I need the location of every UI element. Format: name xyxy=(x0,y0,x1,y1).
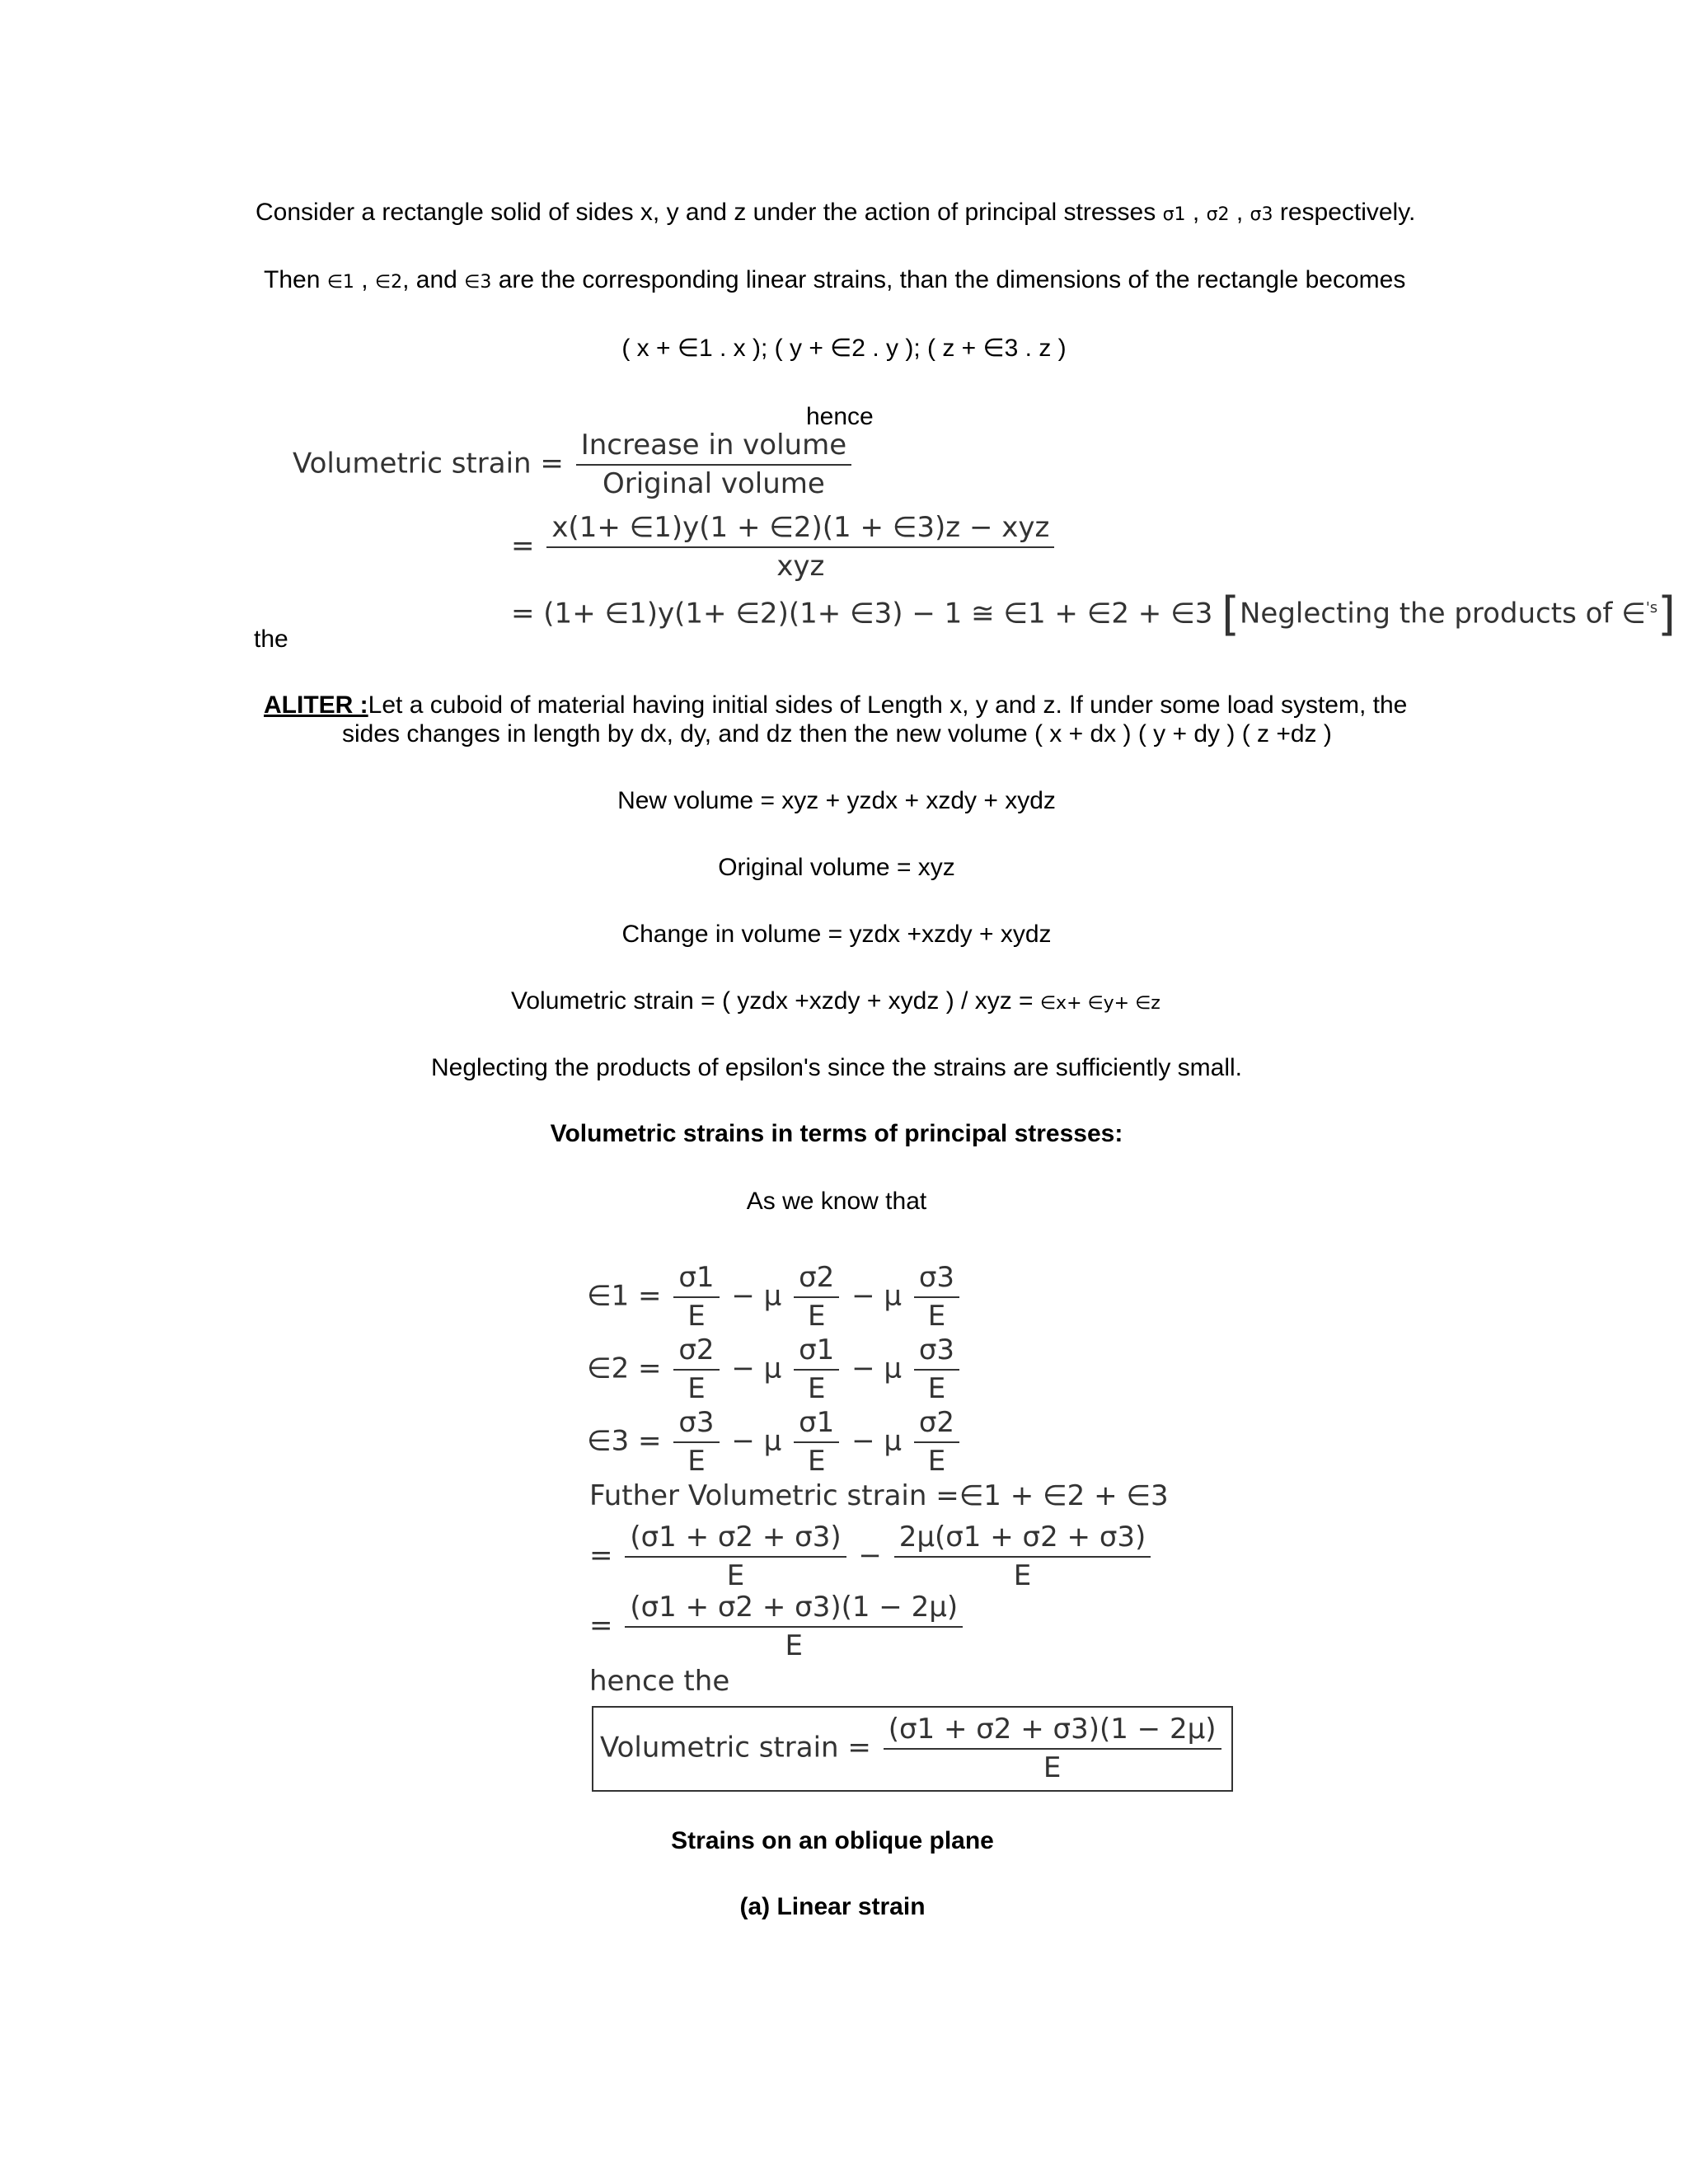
intro-text-1: Consider a rectangle solid of sides x, y and z under the action of principal stresses xyxy=(256,199,1156,226)
eq1-numerator: Increase in volume xyxy=(576,429,851,466)
section-heading-oblique-plane: Strains on an oblique plane xyxy=(671,1827,994,1854)
r2-frac-num: (σ1 + σ2 + σ3)(1 − 2μ) xyxy=(625,1591,963,1628)
volumetric-strain-simplified xyxy=(589,1591,966,1663)
intro-line-2: Then ∈1 , ∈2, and ∈3 are the corresponding linear strains, than the dimensions of the rectangle becomes xyxy=(264,266,1406,293)
aliter-line-2: sides changes in length by dx, dy, and dz then the new volume ( x + dx ) ( y + dy ) ( z +dz ) xyxy=(342,720,1332,748)
e3-frac-1 xyxy=(673,1406,719,1479)
aliter-label: ALITER : xyxy=(264,691,368,719)
the-text: the xyxy=(254,626,288,653)
as-we-know-line: As we know that xyxy=(746,1188,927,1215)
section-heading-principal-stresses: Volumetric strains in terms of principal stresses: xyxy=(550,1120,1123,1147)
r1-frac-1 xyxy=(625,1521,846,1593)
e1-lhs: ∈1 = xyxy=(587,1279,662,1313)
r1-equals: = xyxy=(589,1539,613,1572)
e1-frac-3-den: E xyxy=(927,1299,946,1333)
intro-text-1-tail: respectively. xyxy=(1279,199,1416,226)
e2-frac-1-num: σ2 xyxy=(673,1333,719,1371)
intro-text-2-end: are the corresponding linear strains, than the dimensions of the rectangle becomes xyxy=(498,266,1406,293)
eq1-lhs: Volumetric strain = xyxy=(293,447,564,480)
eq1-row3: = (1+ ∈1)y(1+ ∈2)(1+ ∈3) − 1 ≅ ∈1 + ∈2 + ∈3 xyxy=(511,597,1213,630)
e2-frac-1-den: E xyxy=(687,1371,706,1405)
neglecting-note-sup: 's xyxy=(1645,599,1658,617)
r2-frac-den: E xyxy=(785,1629,803,1662)
e1-frac-1 xyxy=(673,1261,719,1333)
aliter-text-1: Let a cuboid of material having initial sides of Length x, y and z. If under some load system, the xyxy=(368,691,1408,719)
volumetric-strain-definition xyxy=(293,429,855,501)
e3-frac-3-den: E xyxy=(927,1444,946,1478)
e2-frac-2 xyxy=(794,1333,839,1406)
eq1-row2-numerator: x(1+ ∈1)y(1 + ∈2)(1 + ∈3)z − xyz xyxy=(546,511,1054,548)
e1-frac-1-num: σ1 xyxy=(673,1261,719,1298)
e3-frac-3 xyxy=(914,1406,959,1479)
e1-minus-mu-1: − μ xyxy=(731,1279,782,1313)
eq1-denominator: Original volume xyxy=(603,466,825,500)
volumetric-strain-stress-form xyxy=(589,1521,1154,1593)
box-frac-den: E xyxy=(1043,1750,1062,1784)
strain-eq-1 xyxy=(587,1261,963,1333)
volumetric-strain-result-box xyxy=(592,1706,1233,1792)
hence-the-text: hence the xyxy=(589,1665,730,1698)
further-volumetric-strain: Futher Volumetric strain =∈1 + ∈2 + ∈3 xyxy=(589,1479,1169,1512)
bracket-close: ] xyxy=(1658,588,1676,641)
neglecting-note: Neglecting the products of ∈ xyxy=(1240,597,1646,630)
e2-frac-3-den: E xyxy=(927,1371,946,1405)
sigma-3: σ3 xyxy=(1250,204,1273,225)
e2-frac-3 xyxy=(914,1333,959,1406)
e2-lhs: ∈2 = xyxy=(587,1352,662,1385)
e2-frac-3-num: σ3 xyxy=(914,1333,959,1371)
e2-frac-1 xyxy=(673,1333,719,1406)
r2-frac xyxy=(625,1591,963,1663)
sigma-2: σ2 xyxy=(1206,204,1230,225)
epsilon-1: ∈1 xyxy=(326,272,354,293)
eq1-fraction xyxy=(576,429,851,501)
e3-frac-1-den: E xyxy=(687,1444,706,1478)
new-volume-line: New volume = xyz + yzdx + xzdy + xydz xyxy=(617,787,1056,814)
strain-eq-3 xyxy=(587,1406,963,1479)
e3-minus-mu-2: − μ xyxy=(851,1424,903,1458)
and-text: , and xyxy=(402,266,457,293)
e1-frac-2-den: E xyxy=(807,1299,826,1333)
subheading-linear-strain: (a) Linear strain xyxy=(739,1893,926,1920)
e1-frac-2-num: σ2 xyxy=(794,1261,839,1298)
vol-strain-sum-text: Volumetric strain = ( yzdx +xzdy + xydz ) / xyz = xyxy=(511,987,1034,1015)
eq1-row2-denominator: xyz xyxy=(776,549,825,583)
r1-frac-2-den: E xyxy=(1013,1558,1032,1592)
e1-frac-3-num: σ3 xyxy=(914,1261,959,1298)
e1-frac-3 xyxy=(914,1261,959,1333)
volumetric-strain-sum-line xyxy=(511,987,1160,1016)
e1-frac-1-den: E xyxy=(687,1299,706,1333)
e2-frac-2-den: E xyxy=(807,1371,826,1405)
epsilon-3: ∈3 xyxy=(464,272,492,293)
e3-lhs: ∈3 = xyxy=(587,1424,662,1458)
bracket-open: [ xyxy=(1221,588,1240,641)
e1-minus-mu-2: − μ xyxy=(851,1279,903,1313)
original-volume-line: Original volume = xyz xyxy=(718,854,955,881)
then-text: Then xyxy=(264,266,321,293)
e2-minus-mu-2: − μ xyxy=(851,1352,903,1385)
e3-frac-3-num: σ2 xyxy=(914,1406,959,1443)
e3-minus-mu-1: − μ xyxy=(731,1424,782,1458)
aliter-line-1 xyxy=(264,691,1407,720)
volumetric-strain-approximation xyxy=(511,588,1676,641)
change-volume-line: Change in volume = yzdx +xzdy + xydz xyxy=(621,921,1052,948)
e3-frac-2 xyxy=(794,1406,839,1479)
volumetric-strain-expansion xyxy=(511,511,1057,583)
e2-frac-2-num: σ1 xyxy=(794,1333,839,1371)
r1-frac-2 xyxy=(894,1521,1151,1593)
eq1-row2-fraction xyxy=(546,511,1054,583)
strain-eq-2 xyxy=(587,1333,963,1406)
e2-minus-mu-1: − μ xyxy=(731,1352,782,1385)
neglecting-line: Neglecting the products of epsilon's since the strains are sufficiently small. xyxy=(431,1054,1242,1081)
e1-frac-2 xyxy=(794,1261,839,1333)
r2-equals: = xyxy=(589,1609,613,1643)
r1-minus: − xyxy=(858,1539,882,1572)
epsilon-xyz: ∈x+ ∈y+ ∈z xyxy=(1039,993,1160,1014)
r1-frac-2-num: 2μ(σ1 + σ2 + σ3) xyxy=(894,1521,1151,1558)
e3-frac-2-num: σ1 xyxy=(794,1406,839,1443)
eq1-row2-equals: = xyxy=(511,529,535,563)
box-lhs: Volumetric strain = xyxy=(600,1731,871,1765)
box-frac xyxy=(884,1713,1221,1785)
intro-line-1: Consider a rectangle solid of sides x, y and z under the action of principal stresses σ1 , σ2 , σ3 respectively. xyxy=(256,199,1416,226)
hence-text: hence xyxy=(806,403,874,430)
dimensions-line: ( x + ∈1 . x ); ( y + ∈2 . y ); ( z + ∈3 . z ) xyxy=(621,335,1067,362)
epsilon-2: ∈2 xyxy=(374,272,403,293)
sigma-1: σ1 xyxy=(1162,204,1186,225)
e3-frac-2-den: E xyxy=(807,1444,826,1478)
box-frac-num: (σ1 + σ2 + σ3)(1 − 2μ) xyxy=(884,1713,1221,1750)
r1-frac-1-den: E xyxy=(726,1558,745,1592)
e3-frac-1-num: σ3 xyxy=(673,1406,719,1443)
r1-frac-1-num: (σ1 + σ2 + σ3) xyxy=(625,1521,846,1558)
